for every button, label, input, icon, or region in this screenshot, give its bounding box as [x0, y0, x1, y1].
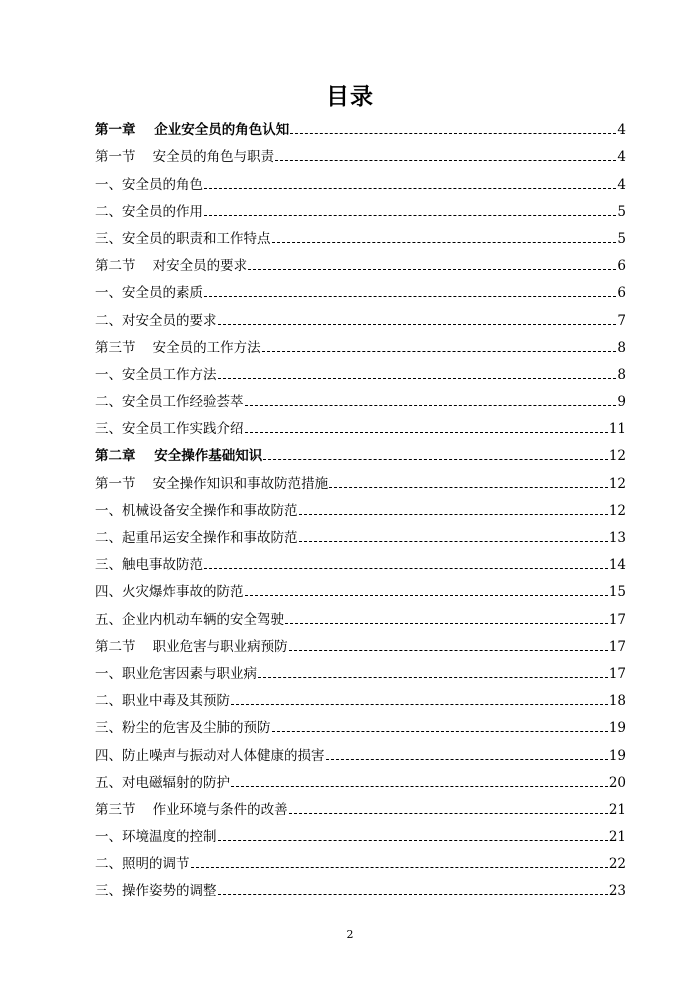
- toc-list: [95, 113, 626, 901]
- toc-entry[interactable]: [95, 140, 626, 167]
- toc-entry[interactable]: [95, 167, 626, 194]
- toc-entry-label: 第一节 安全员的角色与职责: [95, 149, 275, 166]
- toc-dot-leader: [329, 487, 608, 488]
- toc-entry[interactable]: [95, 766, 626, 793]
- toc-dot-leader: [245, 405, 617, 406]
- toc-entry-label: 一、环境温度的控制: [95, 829, 217, 846]
- toc-entry-page-number: 14: [608, 557, 626, 574]
- toc-entry-label: 一、机械设备安全操作和事故防范: [95, 502, 298, 519]
- toc-title: 目录: [326, 84, 374, 110]
- toc-entry[interactable]: [95, 303, 626, 330]
- toc-entry-label: 四、防止噪声与振动对人体健康的损害: [95, 747, 325, 764]
- toc-entry-label: 一、安全员的角色: [95, 176, 203, 193]
- toc-dot-leader: [289, 813, 608, 814]
- toc-dot-leader: [218, 378, 617, 379]
- toc-entry[interactable]: [95, 276, 626, 303]
- toc-entry-page-number: 8: [617, 366, 626, 383]
- toc-dot-leader: [218, 840, 608, 841]
- toc-entry-label: 二、职业中毒及其预防: [95, 693, 230, 710]
- toc-entry-page-number: 9: [617, 394, 626, 411]
- toc-entry-page-number: 7: [617, 312, 626, 329]
- toc-entry-label: 二、起重吊运安全操作和事故防范: [95, 530, 298, 546]
- toc-entry-page-number: 4: [617, 176, 626, 193]
- toc-entry[interactable]: [95, 331, 626, 358]
- toc-entry[interactable]: [95, 466, 626, 493]
- toc-entry[interactable]: [95, 793, 626, 820]
- toc-entry-page-number: 17: [608, 611, 626, 628]
- toc-entry[interactable]: [95, 222, 626, 249]
- toc-entry-page-number: 6: [617, 285, 626, 302]
- toc-entry-label: 一、安全员工作方法: [95, 366, 217, 383]
- toc-dot-leader: [245, 432, 608, 433]
- toc-dot-leader: [299, 514, 608, 515]
- toc-entry-page-number: 6: [617, 258, 626, 275]
- toc-dot-leader: [326, 759, 608, 760]
- toc-entry[interactable]: [95, 358, 626, 385]
- toc-dot-leader: [218, 894, 608, 895]
- toc-entry-label: 第二节 对安全员的要求: [95, 258, 248, 275]
- toc-entry[interactable]: [95, 602, 626, 629]
- toc-entry[interactable]: [95, 684, 626, 711]
- toc-entry-page-number: 15: [608, 584, 626, 601]
- toc-entry-page-number: 17: [608, 638, 626, 655]
- toc-entry-page-number: 5: [617, 203, 626, 220]
- toc-dot-leader: [248, 269, 616, 270]
- toc-entry-label: 二、照明的调节: [95, 856, 190, 873]
- toc-dot-leader: [275, 160, 616, 161]
- toc-entry[interactable]: [95, 494, 626, 521]
- toc-entry-label: 第一节 安全操作知识和事故防范措施: [95, 475, 329, 492]
- toc-dot-leader: [191, 867, 608, 868]
- toc-dot-leader: [204, 296, 616, 297]
- toc-entry-page-number: 13: [608, 530, 626, 546]
- toc-entry-page-number: 12: [608, 475, 626, 492]
- toc-entry-label: 三、安全员的职责和工作特点: [95, 230, 271, 247]
- toc-entry-label: 第一章 企业安全员的角色认知: [95, 122, 290, 139]
- toc-dot-leader: [204, 215, 616, 216]
- toc-entry[interactable]: [95, 630, 626, 657]
- toc-entry-label: 三、粉尘的危害及尘肺的预防: [95, 720, 271, 737]
- toc-entry[interactable]: [95, 548, 626, 575]
- toc-dot-leader: [262, 351, 617, 352]
- toc-dot-leader: [263, 459, 608, 460]
- toc-entry-label: 三、操作姿势的调整: [95, 883, 217, 900]
- toc-entry[interactable]: [95, 738, 626, 765]
- toc-dot-leader: [299, 541, 608, 542]
- toc-entry-label: 一、职业危害因素与职业病: [95, 665, 257, 682]
- toc-entry-page-number: 23: [608, 883, 626, 900]
- toc-entry-page-number: 19: [608, 720, 626, 737]
- toc-dot-leader: [272, 731, 608, 732]
- toc-dot-leader: [290, 133, 616, 134]
- toc-chapter-entry[interactable]: [95, 113, 626, 140]
- toc-entry[interactable]: [95, 711, 626, 738]
- toc-dot-leader: [204, 188, 616, 189]
- toc-entry-label: 四、火灾爆炸事故的防范: [95, 584, 244, 601]
- toc-entry-page-number: 22: [608, 856, 626, 873]
- toc-dot-leader: [258, 677, 608, 678]
- toc-dot-leader: [218, 324, 617, 325]
- toc-entry-page-number: 12: [608, 502, 626, 519]
- toc-dot-leader: [245, 595, 608, 596]
- toc-entry[interactable]: [95, 249, 626, 276]
- toc-entry-label: 一、安全员的素质: [95, 285, 203, 302]
- toc-entry-label: 二、安全员的作用: [95, 203, 203, 220]
- toc-entry-page-number: 21: [608, 801, 626, 818]
- toc-entry-page-number: 20: [608, 774, 626, 791]
- toc-entry[interactable]: [95, 195, 626, 222]
- toc-dot-leader: [289, 650, 608, 651]
- toc-entry[interactable]: [95, 820, 626, 847]
- toc-entry-label: 三、安全员工作实践介绍: [95, 421, 244, 438]
- page-number: 2: [346, 928, 354, 941]
- toc-entry-page-number: 17: [608, 665, 626, 682]
- toc-chapter-entry[interactable]: [95, 439, 626, 466]
- toc-entry-page-number: 5: [617, 230, 626, 247]
- toc-entry-label: 第二章 安全操作基础知识: [95, 448, 263, 465]
- toc-entry[interactable]: [95, 657, 626, 684]
- toc-entry[interactable]: [95, 847, 626, 874]
- toc-dot-leader: [231, 704, 608, 705]
- toc-entry-label: 三、触电事故防范: [95, 557, 203, 574]
- toc-entry-label: 二、对安全员的要求: [95, 312, 217, 329]
- toc-entry-label: 二、安全员工作经验荟萃: [95, 394, 244, 411]
- toc-dot-leader: [285, 623, 608, 624]
- toc-entry[interactable]: [95, 385, 626, 412]
- toc-entry-label: 五、对电磁辐射的防护: [95, 774, 230, 791]
- toc-entry-page-number: 12: [608, 448, 626, 465]
- toc-entry[interactable]: [95, 412, 626, 439]
- toc-entry-page-number: 4: [617, 149, 626, 166]
- toc-entry-page-number: 11: [608, 421, 626, 438]
- toc-dot-leader: [204, 568, 608, 569]
- toc-entry-label: 五、企业内机动车辆的安全驾驶: [95, 611, 284, 628]
- toc-dot-leader: [231, 786, 608, 787]
- toc-entry[interactable]: [95, 575, 626, 602]
- toc-entry-label: 第三节 安全员的工作方法: [95, 339, 261, 356]
- toc-entry-page-number: 21: [608, 829, 626, 846]
- toc-entry-page-number: 8: [617, 339, 626, 356]
- toc-entry[interactable]: [95, 521, 626, 548]
- toc-entry-page-number: 18: [608, 693, 626, 710]
- toc-entry-label: 第二节 职业危害与职业病预防: [95, 638, 288, 655]
- toc-entry-page-number: 4: [617, 122, 626, 139]
- toc-dot-leader: [272, 242, 617, 243]
- toc-entry[interactable]: [95, 874, 626, 901]
- toc-entry-label: 第三节 作业环境与条件的改善: [95, 801, 288, 818]
- toc-entry-page-number: 19: [608, 747, 626, 764]
